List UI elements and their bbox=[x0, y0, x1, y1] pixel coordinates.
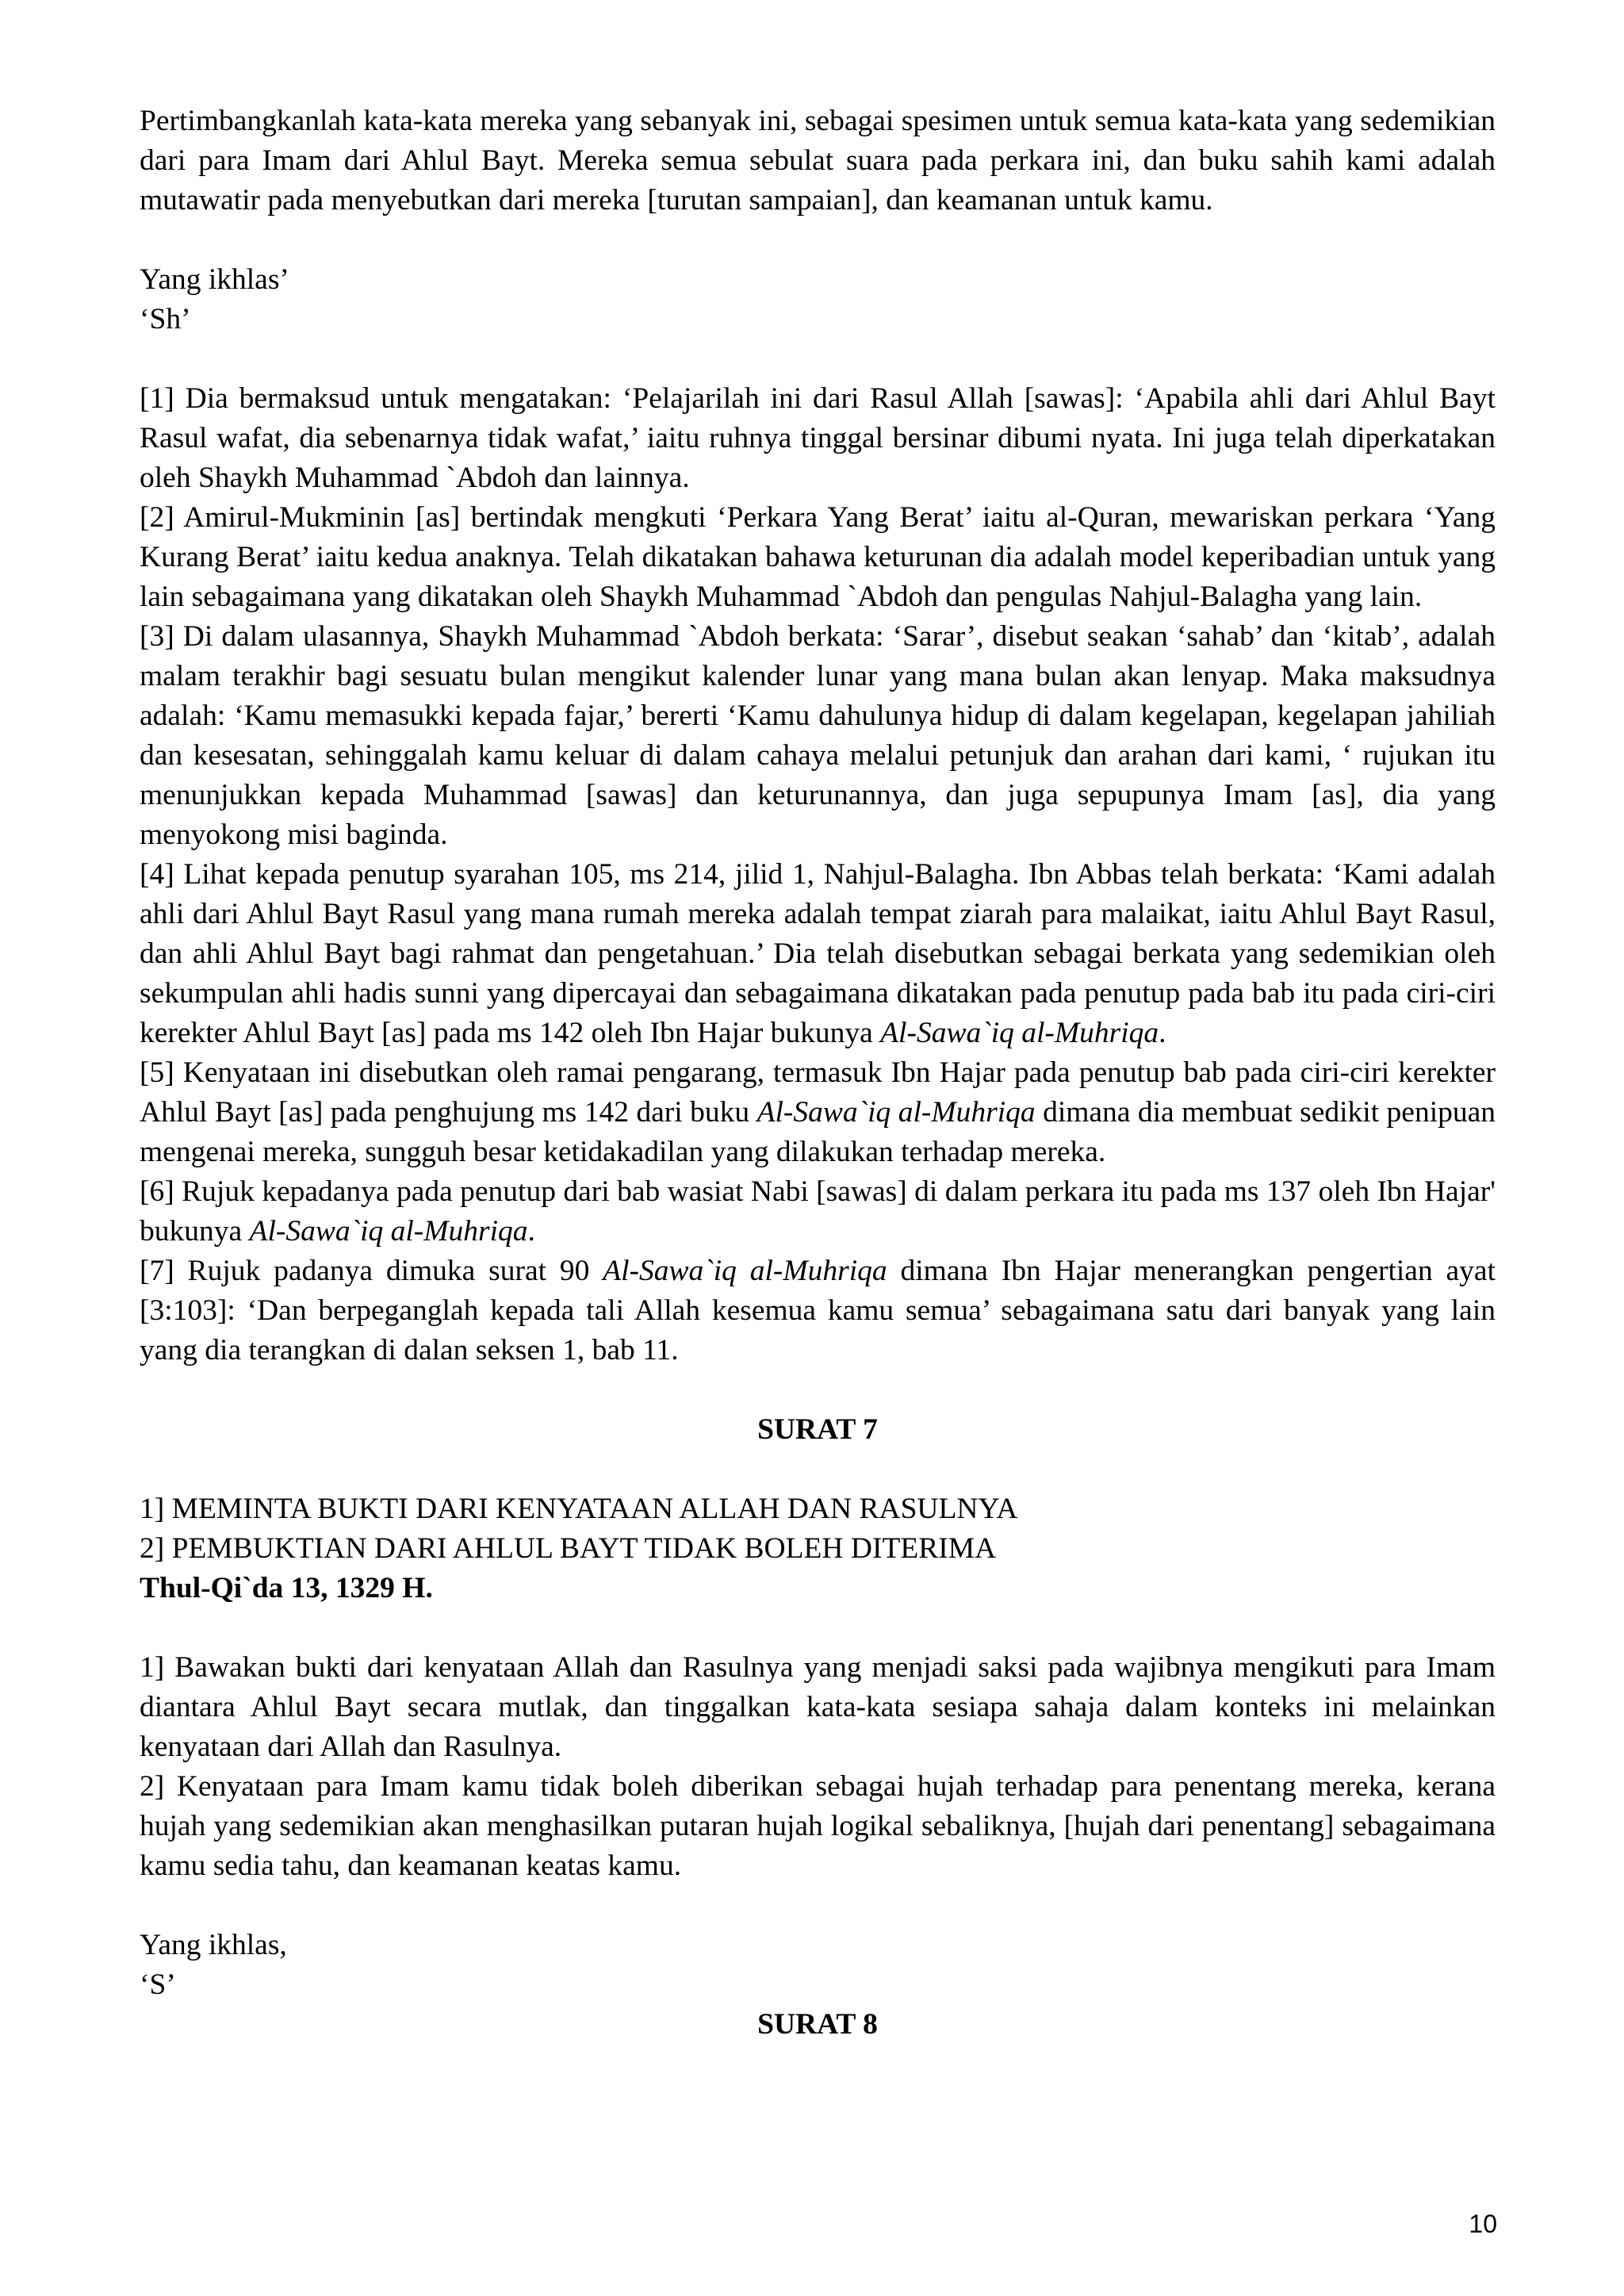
footnote-text: [7] Rujuk padanya dimuka surat 90 bbox=[140, 1255, 603, 1287]
footnote-3 bbox=[140, 617, 1496, 855]
footnote-text: dimana Ibn Hajar menerangkan pengertian ayat [3:103]: ‘Dan berpeganglah kepada tali Allah kesemua kamu semua’ sebagaimana satu dari banyak yang lain yang dia terangkan di dalan seksen 1, bab 11. bbox=[140, 1255, 1496, 1366]
book-title: Al-Sawa`iq al-Muhriqa bbox=[756, 1096, 1036, 1129]
letter-7-subject-1: 1] MEMINTA BUKTI DARI KENYATAAN ALLAH DAN RASULNYA bbox=[140, 1493, 1018, 1525]
letter-7-paragraph-1: 1] Bawakan bukti dari kenyataan Allah dan Rasulnya yang menjadi saksi pada wajibnya mengikuti para Imam diantara Ahlul Bayt secara mutlak, dan tinggalkan kata-kata sesiapa sahaja dalam konteks ini melainkan kenyataan dari Allah dan Rasulnya. bbox=[140, 1651, 1496, 1763]
letter-8-heading: SURAT 8 bbox=[757, 2008, 878, 2041]
footnote-text: [4] Lihat kepada penutup syarahan 105, ms 214, jilid 1, Nahjul-Balagha. Ibn Abbas telah berkata: ‘Kami adalah ahli dari Ahlul Bayt Rasul yang mana rumah mereka adalah tempat ziarah para malaikat, iaitu Ahlul Bayt Rasul, dan ahli Ahlul Bayt bagi rahmat dan pengetahuan.’ Dia telah disebutkan sebagai berkata yang sedemikian oleh sekumpulan ahli hadis sunni yang dipercayai dan sebagaimana dikatakan pada penutup pada bab itu pada ciri-ciri kerekter Ahlul Bayt [as] pada ms 142 oleh Ibn Hajar bukunya bbox=[140, 858, 1496, 1049]
footnote-2 bbox=[140, 498, 1496, 617]
signoff-signature: ‘Sh’ bbox=[140, 303, 191, 335]
footnote-4 bbox=[140, 855, 1496, 1053]
intro-paragraph: Pertimbangkanlah kata-kata mereka yang sebanyak ini, sebagai spesimen untuk semua kata-kata yang sedemikian dari para Imam dari Ahlul Bayt. Mereka semua sebulat suara pada perkara ini, dan buku sahih kami adalah mutawatir pada menyebutkan dari mereka [turutan sampaian], dan keamanan untuk kamu. bbox=[140, 105, 1496, 217]
signoff-closing: Yang ikhlas’ bbox=[140, 263, 289, 296]
footnote-text: [2] Amirul-Mukminin [as] bertindak mengkuti ‘Perkara Yang Berat’ iaitu al-Quran, mewariskan perkara ‘Yang Kurang Berat’ iaitu kedua anaknya. Telah dikatakan bahawa keturunan dia adalah model keperibadian untuk yang lain sebagaimana yang dikatakan oleh Shaykh Muhammad `Abdoh dan pengulas Nahjul-Balagha yang lain. bbox=[140, 501, 1496, 613]
letter-7-heading: SURAT 7 bbox=[757, 1413, 878, 1446]
footnotes bbox=[140, 379, 1496, 1370]
footnote-text: dimana dia membuat sedikit penipuan mengenai mereka, sungguh besar ketidakadilan yang dilakukan terhadap mereka. bbox=[140, 1096, 1496, 1168]
footnote-text: [1] Dia bermaksud untuk mengatakan: ‘Pelajarilah ini dari Rasul Allah [sawas]: ‘Apabila ahli dari Ahlul Bayt Rasul wafat, dia sebenarnya tidak wafat,’ iaitu ruhnya tinggal bersinar dibumi nyata. Ini juga telah diperkatakan oleh Shaykh Muhammad `Abdoh dan lainnya. bbox=[140, 382, 1496, 494]
letter-7-date: Thul-Qi`da 13, 1329 H. bbox=[140, 1572, 433, 1604]
footnote-text: . bbox=[1159, 1017, 1166, 1049]
document-page bbox=[140, 102, 1496, 2045]
footnote-text: . bbox=[527, 1215, 535, 1248]
footnote-6 bbox=[140, 1172, 1496, 1251]
letter-7-closing: Yang ikhlas, bbox=[140, 1929, 287, 1961]
footnote-text: [3] Di dalam ulasannya, Shaykh Muhammad `Abdoh berkata: ‘Sarar’, disebut seakan ‘sahab’ dan ‘kitab’, adalah malam terakhir bagi sesuatu bulan mengikut kalender lunar yang mana bulan akan lenyap. Maka maksudnya adalah: ‘Kamu memasukki kepada fajar,’ bererti ‘Kamu dahulunya hidup di dalam kegelapan, kegelapan jahiliah dan kesesatan, sehinggalah kamu keluar di dalam cahaya melalui petunjuk dan arahan dari kami, ‘ rujukan itu menunjukkan kepada Muhammad [sawas] dan keturunannya, dan juga sepupunya Imam [as], dia yang menyokong misi baginda. bbox=[140, 620, 1496, 851]
book-title: Al-Sawa`iq al-Muhriqa bbox=[249, 1215, 528, 1248]
page-number: 10 bbox=[1469, 2210, 1497, 2238]
book-title: Al-Sawa`iq al-Muhriqa bbox=[880, 1017, 1159, 1049]
footnote-5 bbox=[140, 1053, 1496, 1172]
footnote-text: [6] Rujuk kepadanya pada penutup dari bab wasiat Nabi [sawas] di dalam perkara itu pada ms 137 oleh Ibn Hajar' bukunya bbox=[140, 1175, 1496, 1248]
footnote-text: [5] Kenyataan ini disebutkan oleh ramai pengarang, termasuk Ibn Hajar pada penutup bab pada ciri-ciri kerekter Ahlul Bayt [as] pada penghujung ms 142 dari buku bbox=[140, 1056, 1496, 1129]
footnote-1 bbox=[140, 379, 1496, 498]
letter-7-signature: ‘S’ bbox=[140, 1968, 176, 2001]
letter-7-paragraph-2: 2] Kenyataan para Imam kamu tidak boleh diberikan sebagai hujah terhadap para penentang mereka, kerana hujah yang sedemikian akan menghasilkan putaran hujah logikal sebaliknya, [hujah dari penentang] sebagaimana kamu sedia tahu, dan keamanan keatas kamu. bbox=[140, 1770, 1496, 1882]
letter-7-subject-2: 2] PEMBUKTIAN DARI AHLUL BAYT TIDAK BOLEH DITERIMA bbox=[140, 1532, 997, 1565]
footnote-7 bbox=[140, 1251, 1496, 1370]
book-title: Al-Sawa`iq al-Muhriqa bbox=[603, 1255, 887, 1287]
